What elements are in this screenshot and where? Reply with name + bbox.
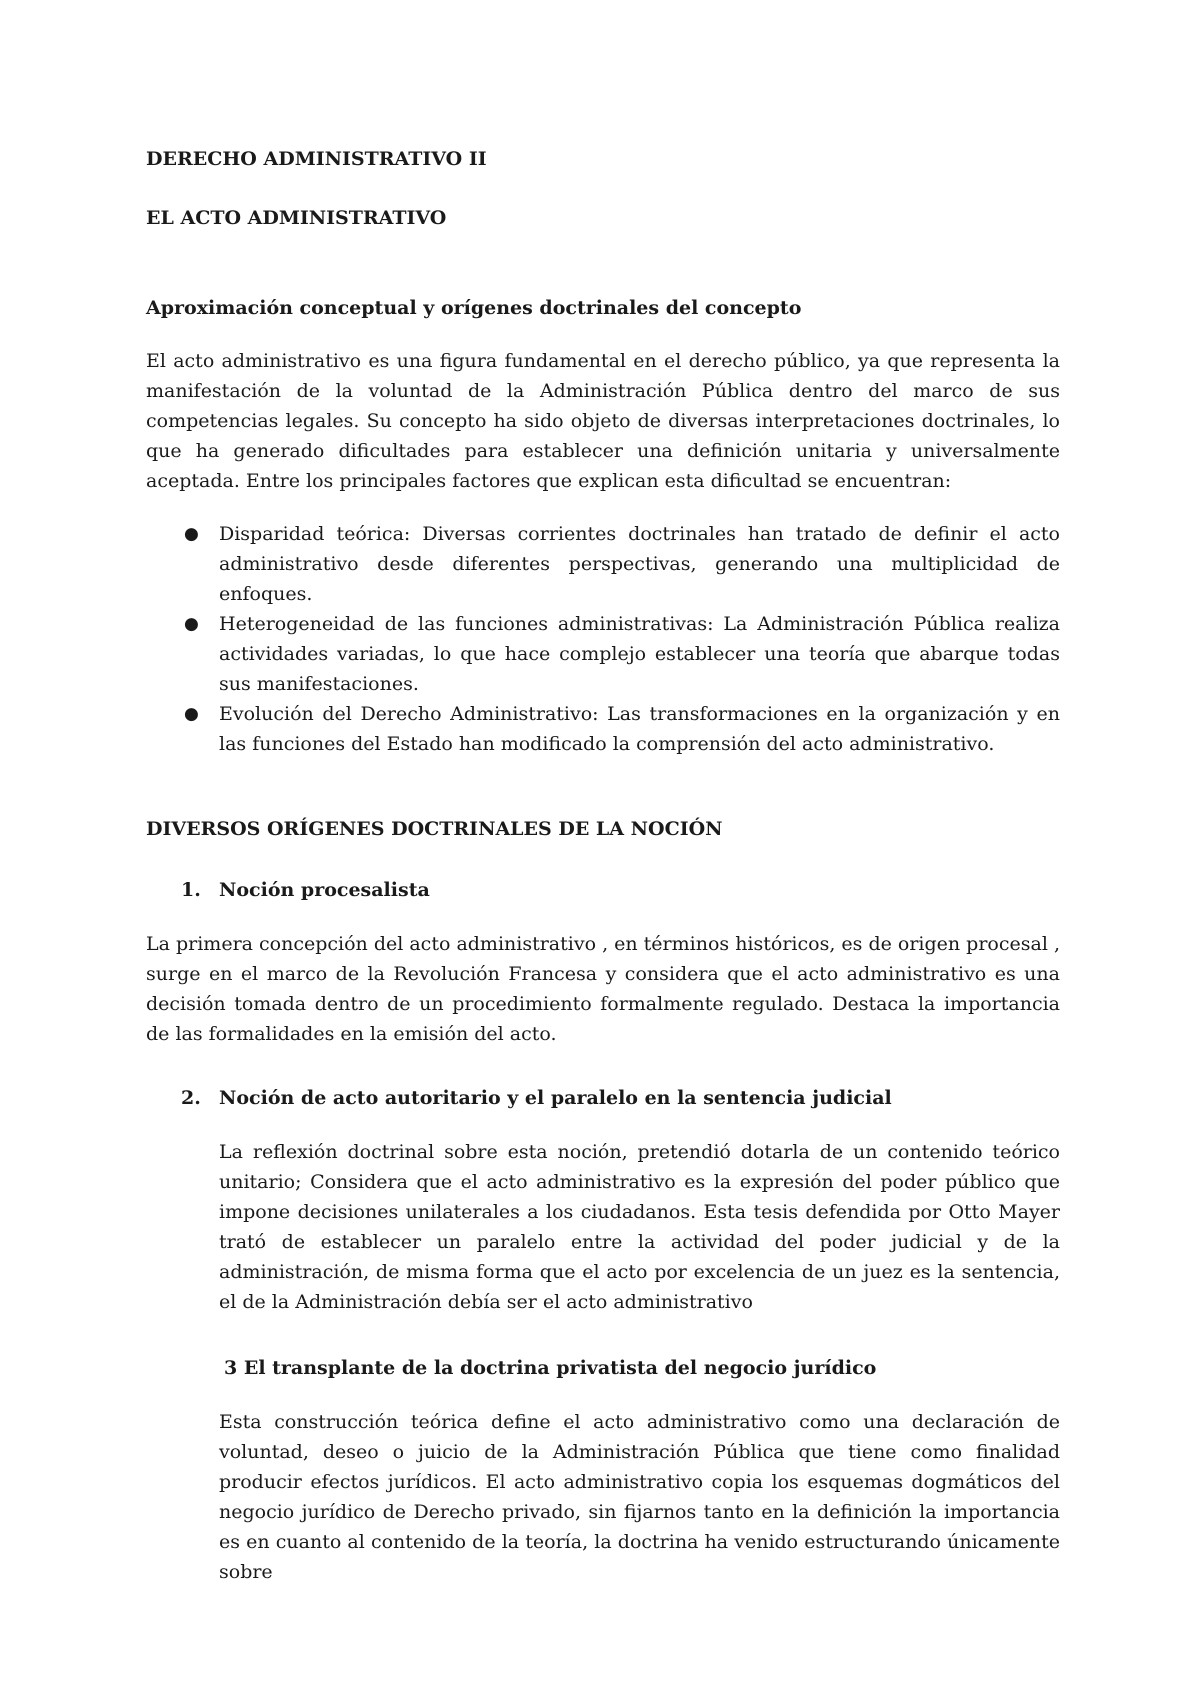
bullet-item <box>146 519 1060 609</box>
section2-heading: DIVERSOS ORÍGENES DOCTRINALES DE LA NOCIÓN <box>146 818 723 840</box>
item-number: 1. <box>181 879 201 901</box>
numbered-heading-3: 3 El transplante de la doctrina privatista del negocio jurídico <box>224 1357 877 1379</box>
item-number: 2. <box>181 1087 201 1109</box>
bullet-item <box>146 609 1060 699</box>
bullet-text: Heterogeneidad de las funciones administrativas: La Administración Pública realiza actividades variadas, lo que hace complejo establecer una teoría que abarque todas sus manifestaciones. <box>219 613 1060 695</box>
topic-title: EL ACTO ADMINISTRATIVO <box>146 207 447 229</box>
item2-body-paragraph: La reflexión doctrinal sobre esta noción, pretendió dotarla de un contenido teórico unitario; Considera que el acto administrativo es la expresión del poder público que impone decisiones unilaterales a los ciudadanos. Esta tesis defendida por Otto Mayer trató de establecer un paralelo entre la actividad del poder judicial y de la administración, de misma forma que el acto por excelencia de un juez es la sentencia, el de la Administración debía ser el acto administrativo <box>219 1141 1060 1313</box>
bullet-dot-icon: ● <box>184 704 199 724</box>
bullet-text: Evolución del Derecho Administrativo: Las transformaciones en la organización y en las funciones del Estado han modificado la comprensión del acto administrativo. <box>219 703 1060 755</box>
bullet-dot-icon: ● <box>184 614 199 634</box>
item1-body-paragraph: La primera concepción del acto administrativo , en términos históricos, es de origen procesal , surge en el marco de la Revolución Francesa y considera que el acto administrativo es una decisión tomada dentro de un procedimiento formalmente regulado. Destaca la importancia de las formalidades en la emisión del acto. <box>146 933 1060 1045</box>
factors-bullet-list <box>146 519 1060 759</box>
item3-body-paragraph: Esta construcción teórica define el acto administrativo como una declaración de voluntad, deseo o juicio de la Administración Pública que tiene como finalidad producir efectos jurídicos. El acto administrativo copia los esquemas dogmáticos del negocio jurídico de Derecho privado, sin fijarnos tanto en la definición la importancia es en cuanto al contenido de la teoría, la doctrina ha venido estructurando únicamente sobre <box>219 1411 1060 1583</box>
bullet-item <box>146 699 1060 759</box>
item-title: Noción de acto autoritario y el paralelo en la sentencia judicial <box>219 1087 892 1109</box>
bullet-text: Disparidad teórica: Diversas corrientes doctrinales han tratado de definir el acto administrativo desde diferentes perspectivas, generando una multiplicidad de enfoques. <box>219 523 1060 605</box>
bullet-dot-icon: ● <box>184 524 199 544</box>
section1-intro-paragraph: El acto administrativo es una figura fundamental en el derecho público, ya que representa la manifestación de la voluntad de la Administración Pública dentro del marco de sus competencias legales. Su concepto ha sido objeto de diversas interpretaciones doctrinales, lo que ha generado dificultades para establecer una definición unitaria y universalmente aceptada. Entre los principales factores que explican esta dificultad se encuentran: <box>146 350 1060 492</box>
item-title: Noción procesalista <box>219 879 430 901</box>
section1-heading: Aproximación conceptual y orígenes doctrinales del concepto <box>146 297 802 319</box>
course-title: DERECHO ADMINISTRATIVO II <box>146 148 487 170</box>
